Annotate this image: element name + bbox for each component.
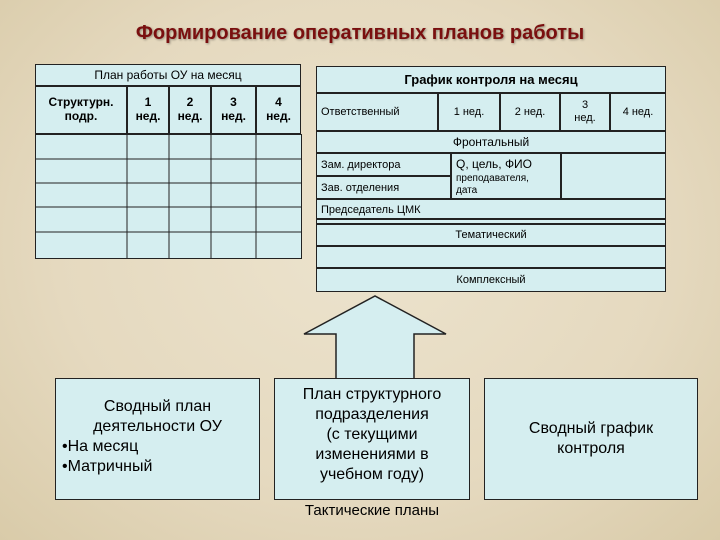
summary-plan-line1: Сводный план xyxy=(103,398,212,415)
col-week-1-text: 1 нед. xyxy=(453,106,485,118)
q-line-3: дата xyxy=(456,185,478,196)
tactical-caption: Тактические планы xyxy=(304,502,440,519)
left-table-col-struct xyxy=(35,86,127,134)
col-week-2-text: 2 нед. xyxy=(514,106,546,118)
summary-plan-bullet2: •Матричный xyxy=(62,458,153,475)
structural-plan-line1: План структурного xyxy=(302,386,442,403)
row-complex xyxy=(316,268,666,292)
week-1-label: нед. xyxy=(135,109,161,123)
col-week-3-num: 3 xyxy=(581,99,589,111)
row-deputy-director xyxy=(316,153,451,176)
col-week-3 xyxy=(560,93,610,131)
structural-plan-line4: изменениями в xyxy=(315,446,429,463)
q-description-cell xyxy=(451,153,561,199)
week-2-label: нед. xyxy=(177,109,203,123)
col-week-2 xyxy=(500,93,560,131)
col-struct-line1: Структурн. xyxy=(48,95,114,109)
structural-plan-line3: (с текущими xyxy=(326,426,418,443)
dept-head-text: Зав. отделения xyxy=(321,182,400,194)
row-frontal-text: Фронтальный xyxy=(452,135,530,149)
structural-plan-line5: учебном году) xyxy=(319,466,425,483)
week-4-label: нед. xyxy=(266,109,291,123)
q-line-1: Q, цель, ФИО xyxy=(456,157,533,171)
col-week-4 xyxy=(610,93,666,131)
cmk-chair-text: Председатель ЦМК xyxy=(321,204,421,216)
left-table-grid xyxy=(35,134,302,259)
up-arrow-icon xyxy=(300,294,450,384)
page-title: Формирование оперативных планов работы xyxy=(135,22,585,44)
col-week-3-label: нед. xyxy=(574,112,596,124)
week-1-num: 1 xyxy=(144,95,152,109)
left-table-week-3 xyxy=(211,86,256,134)
right-table-header-text: График контроля на месяц xyxy=(404,72,578,87)
left-table-week-2 xyxy=(169,86,211,134)
summary-schedule-box xyxy=(484,378,698,500)
week-3-num: 3 xyxy=(230,95,237,109)
row-cmk-chair xyxy=(316,199,666,219)
summary-plan-line2: деятельности ОУ xyxy=(93,418,222,435)
right-table-header xyxy=(316,66,666,93)
col-responsible xyxy=(316,93,438,131)
left-table-week-1 xyxy=(127,86,169,134)
structural-plan-box xyxy=(274,378,470,500)
row-frontal xyxy=(316,131,666,153)
row-thematic xyxy=(316,224,666,246)
structural-plan-line2: подразделения xyxy=(315,406,429,423)
deputy-director-text: Зам. директора xyxy=(321,159,401,171)
row-empty-2 xyxy=(316,246,666,268)
complex-text: Комплексный xyxy=(456,274,526,286)
col-struct-line2: подр. xyxy=(64,109,98,123)
summary-schedule-line2: контроля xyxy=(557,440,625,457)
q-empty-cell xyxy=(561,153,666,199)
week-4-num: 4 xyxy=(275,95,282,109)
thematic-text: Тематический xyxy=(455,229,527,241)
row-dept-head xyxy=(316,176,451,199)
col-week-4-text: 4 нед. xyxy=(622,106,654,118)
left-table-header xyxy=(35,64,301,86)
summary-plan-bullet1: •На месяц xyxy=(62,438,139,455)
left-table-week-4 xyxy=(256,86,301,134)
col-responsible-text: Ответственный xyxy=(321,106,400,118)
left-table-header-text: План работы ОУ на месяц xyxy=(94,68,242,82)
week-2-num: 2 xyxy=(186,95,194,109)
summary-schedule-line1: Сводный график xyxy=(528,420,654,437)
week-3-label: нед. xyxy=(221,109,246,123)
q-line-2: преподавателя, xyxy=(456,173,529,184)
summary-plan-box xyxy=(55,378,260,500)
col-week-1 xyxy=(438,93,500,131)
